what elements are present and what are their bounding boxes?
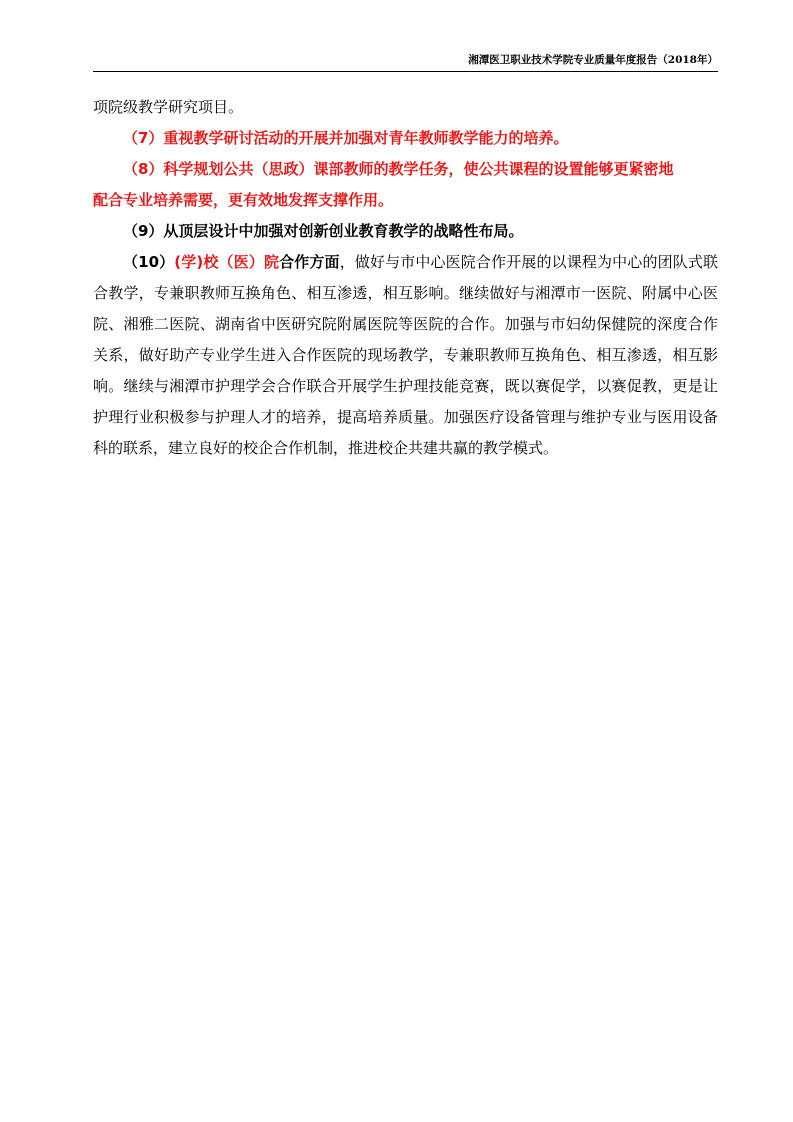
item-10: [93, 247, 718, 464]
page-header-title: 湘潭医卫职业技术学院专业质量年度报告（2018年）: [468, 54, 718, 66]
header-divider: [93, 71, 718, 72]
item-9: （9）从顶层设计中加强对创新创业教育教学的战略性布局。: [123, 222, 524, 240]
item-7: （7）重视教学研讨活动的开展并加强对青年教师教学能力的培养。: [123, 129, 569, 147]
item-10-body: ，做好与市中心医院合作开展的以课程为中心的团队式联合教学，专兼职教师互换角色、相互渗透，相互影响。继续做好与湘潭市一医院、附属中心医院、湘雅二医院、湖南省中医研究院附属医院等医院的合作。加强与市妇幼保健院的深度合作关系，做好助产专业学生进入合作医院的现场教学，专兼职教师互换角色、相互渗透，相互影响。继续与湘潭市护理学会合作联合开展学生护理技能竞赛，既以赛促学，以赛促教，更是让护理行业积极参与护理人才的培养，提高培养质量。加强医疗设备管理与维护专业与医用设备科的联系，建立良好的校企合作机制，推进校企共建共赢的教学模式。: [93, 253, 718, 457]
item-10-number: （10）: [123, 253, 175, 271]
document-body: [93, 92, 718, 464]
item-8-line-2: 配合专业培养需要，更有效地发挥支撑作用。: [93, 191, 394, 209]
item-10-bold-heading: 合作方面: [279, 253, 340, 271]
item-10-red-heading: (学)校（医）院: [174, 253, 280, 271]
item-8-line-1: （8）科学规划公共（思政）课部教师的教学任务，使公共课程的设置能够更紧密地: [123, 160, 674, 178]
paragraph-continuation: 项院级教学研究项目。: [93, 98, 244, 116]
